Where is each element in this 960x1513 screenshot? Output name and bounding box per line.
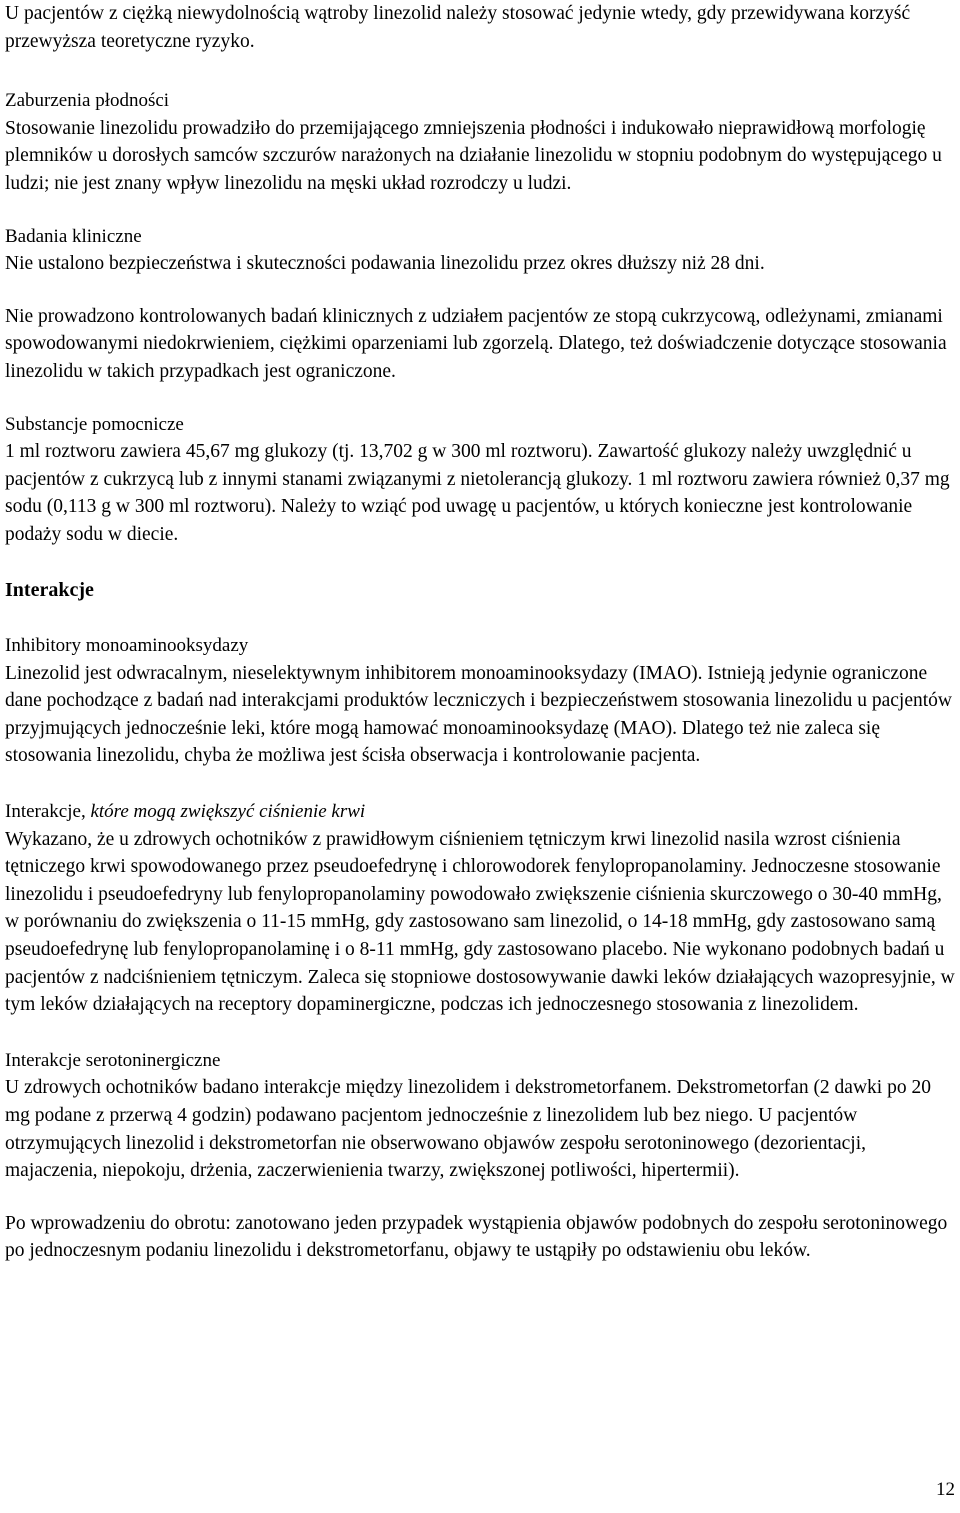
mao-paragraph: Linezolid jest odwracalnym, nieselektywnym inhibitorem monoaminooksydazy (IMAO). Istnieją jedynie ograniczone dane pochodzące z badań nad interakcjami produktów leczniczych i bezpieczeństwem stosowania linezolidu u pacjentów przyjmujących jednocześnie leki, które mogą hamować monoaminooksydazę (MAO). Dlatego też nie zaleca się stosowania linezolidu, chyba że możliwa jest ścisła obserwacja i kontrolowanie pacjenta. <box>5 662 952 767</box>
document-page <box>5 0 955 1265</box>
excipients-section <box>5 411 955 549</box>
pressure-heading-prefix: Interakcje, <box>5 801 91 823</box>
fertility-section <box>5 87 955 197</box>
excipients-heading: Substancje pomocnicze <box>5 413 184 435</box>
page-number: 12 <box>936 1479 955 1500</box>
pressure-section <box>5 798 955 1019</box>
clinical-section <box>5 223 955 278</box>
pressure-heading <box>5 798 955 826</box>
fertility-heading: Zaburzenia płodności <box>5 90 170 112</box>
intro-paragraph: U pacjentów z ciężką niewydolnością wątroby linezolid należy stosować jedynie wtedy, gdy przewidywana korzyść przewyższa teoretyczne ryzyko. <box>5 3 911 52</box>
serotonin-paragraph-1: U zdrowych ochotników badano interakcje między linezolidem i dekstrometorfanem. Dekstrometorfan (2 dawki po 20 mg podane z przerwą 4 godzin) podawano pacjentom jednocześnie z linezolidem lub bez niego. U pacjentów otrzymujących linezolid i dekstrometorfan nie obserwowano objawów zespołu serotoninowego (dezorientacji, majaczenia, niepokoju, drżenia, zaczerwienienia twarzy, zwiększonej potliwości, hipertermii). <box>5 1077 931 1182</box>
fertility-paragraph: Stosowanie linezolidu prowadziło do przemijającego zmniejszenia płodności i indukowało nieprawidłową morfologię plemników u dorosłych samców szczurów narażonych na działanie linezolidu w stopniu podobnym do występującego u ludzi; nie jest znany wpływ linezolidu na męski układ rozrodczy u ludzi. <box>5 117 942 194</box>
excipients-paragraph: 1 ml roztworu zawiera 45,67 mg glukozy (tj. 13,702 g w 300 ml roztworu). Zawartość glukozy należy uwzględnić u pacjentów z cukrzycą lub z innymi stanami związanymi z nietolerancją glukozy. 1 ml roztworu zawiera również 0,37 mg sodu (0,113 g w 300 ml roztworu). Należy to wziąć pod uwagę u pacjentów, u których konieczne jest kontrolowanie podaży sodu w diecie. <box>5 441 950 545</box>
clinical-paragraph-1: Nie ustalono bezpieczeństwa i skuteczności podawania linezolidu przez okres dłuższy niż 28 dni. <box>5 253 765 275</box>
pressure-heading-italic: które mogą zwiększyć ciśnienie krwi <box>90 801 366 823</box>
mao-section <box>5 632 955 770</box>
pressure-paragraph: Wykazano, że u zdrowych ochotników z prawidłowym ciśnieniem tętniczym krwi linezolid nasila wzrost ciśnienia tętniczego krwi spowodowanego przez pseudoefedrynę i chlorowodorek fenylopropanolaminy. Jednoczesne stosowanie linezolidu i pseudoefedryny lub fenylopropanolaminy powodowało zwiększenie ciśnienia skurczowego o 30-40 mmHg, w porównaniu do zwiększenia o 11-15 mmHg, gdy zastosowano sam linezolid, o 14-18 mmHg, gdy zastosowano samą pseudoefedrynę lub fenylopropanolaminę i o 8-11 mmHg, gdy zastosowano placebo. Nie wykonano podobnych badań u pacjentów z nadciśnieniem tętniczym. Zaleca się stopniowe dostosowywanie dawki leków działających wazopresyjnie, w tym leków działających na receptory dopaminergiczne, podczas ich jednoczesnego stosowania z linezolidem. <box>5 828 955 1016</box>
clinical-paragraph-2: Nie prowadzono kontrolowanych badań klinicznych z udziałem pacjentów ze stopą cukrzycową, odleżynami, zmianami spowodowanymi niedokrwieniem, ciężkimi oparzeniami lub zgorzelą. Dlatego, też doświadczenie dotyczące stosowania linezolidu w takich przypadkach jest ograniczone. <box>5 305 947 382</box>
serotonin-paragraph-2: Po wprowadzeniu do obrotu: zanotowano jeden przypadek wystąpienia objawów podobnych do zespołu serotoninowego po jednoczesnym podaniu linezolidu i dekstrometorfanu, objawy te ustąpiły po odstawieniu obu leków. <box>5 1212 948 1262</box>
interactions-title: Interakcje <box>5 578 94 601</box>
serotonin-section <box>5 1047 955 1185</box>
mao-heading: Inhibitory monoaminooksydazy <box>5 635 249 657</box>
serotonin-heading: Interakcje serotoninergiczne <box>5 1049 221 1071</box>
clinical-heading: Badania kliniczne <box>5 225 142 247</box>
